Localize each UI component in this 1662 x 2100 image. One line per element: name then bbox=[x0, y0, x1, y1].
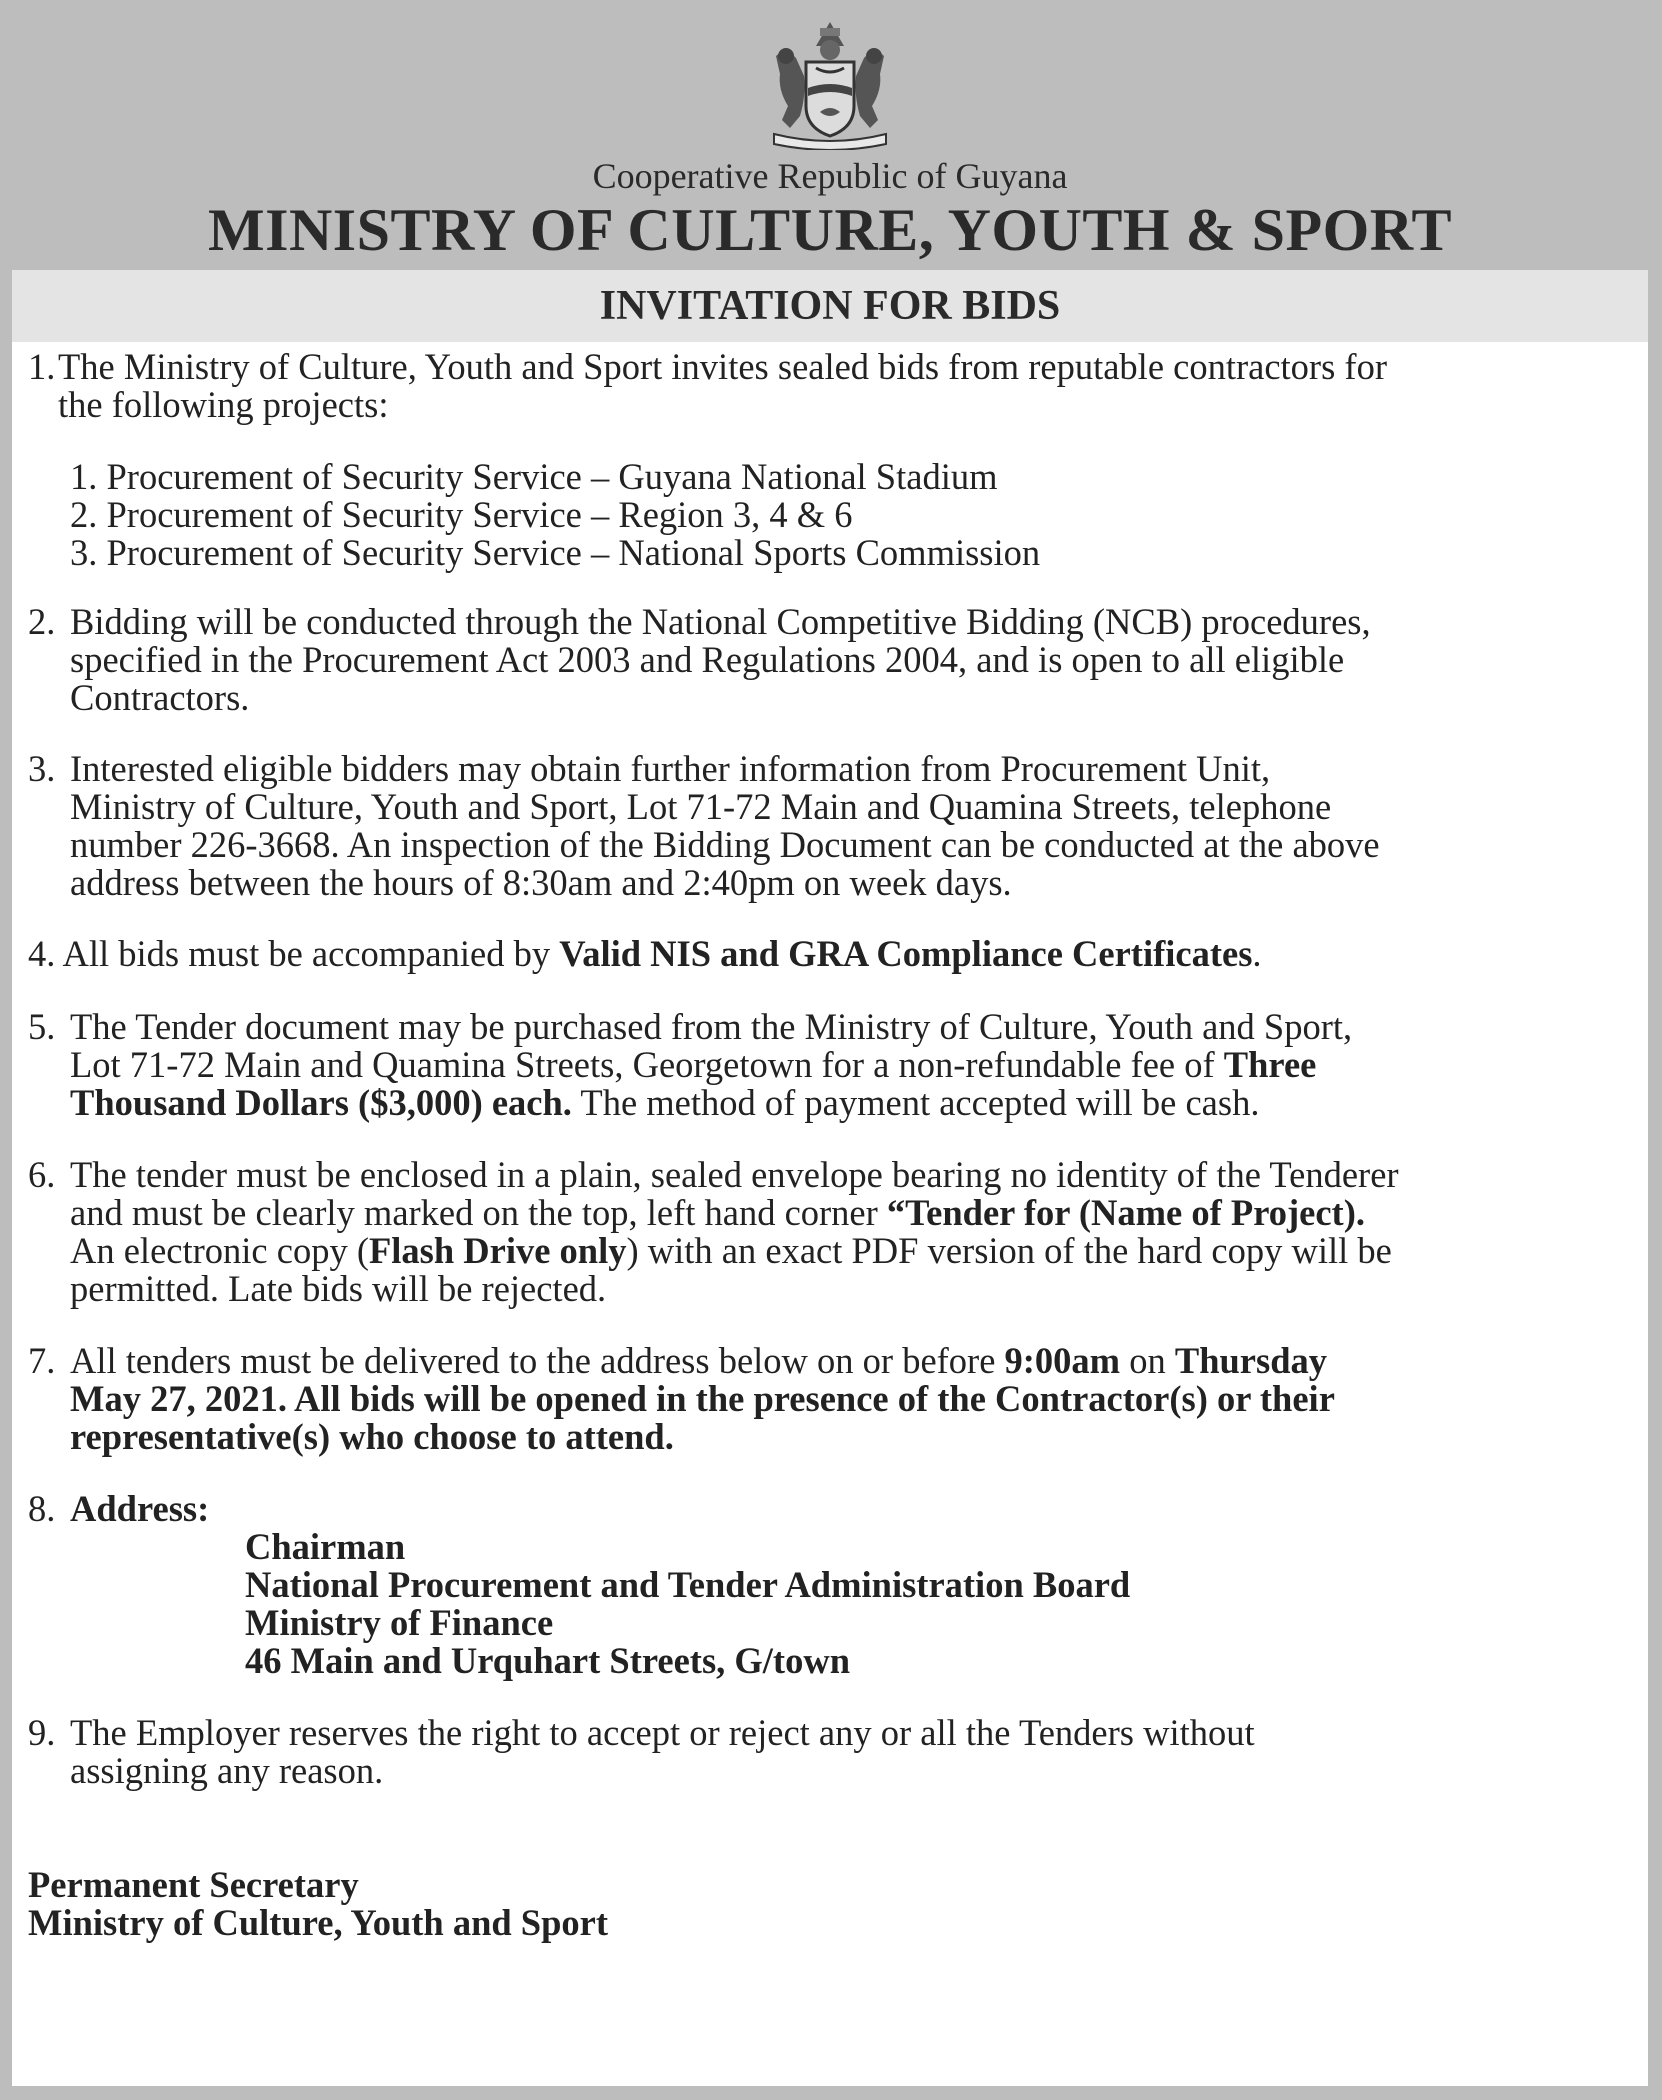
ministry-name: MINISTRY OF CULTURE, YOUTH & SPORT bbox=[207, 197, 1453, 263]
paragraph-text: The Employer reserves the right to accept or reject any or all the Tenders without bbox=[70, 1712, 1255, 1753]
project-item: 2. Procurement of Security Service – Region 3, 4 & 6 bbox=[70, 494, 853, 535]
compliance-certificates: Valid NIS and GRA Compliance Certificates bbox=[559, 933, 1253, 974]
paragraph-number: 3. bbox=[28, 748, 56, 789]
paragraph-text: . bbox=[1252, 933, 1262, 974]
paragraph-text: address between the hours of 8:30am and 2:40pm on week days. bbox=[70, 862, 1012, 903]
paragraph-text: Ministry of Culture, Youth and Sport, Lot 71-72 Main and Quamina Streets, telephone bbox=[70, 786, 1332, 827]
notice-frame bbox=[6, 6, 1654, 2092]
paragraph-text: The Tender document may be purchased from the Ministry of Culture, Youth and Sport, bbox=[70, 1006, 1353, 1047]
paragraph-number: 8. bbox=[28, 1488, 56, 1529]
fee-amount: Three bbox=[1223, 1044, 1317, 1085]
paragraph-text: ) with an exact PDF version of the hard copy will be bbox=[626, 1230, 1392, 1271]
paragraph-text: An electronic copy ( bbox=[70, 1230, 369, 1271]
address-line: Chairman bbox=[245, 1526, 406, 1567]
address-label: Address: bbox=[70, 1488, 210, 1529]
paragraph-text: Interested eligible bidders may obtain further information from Procurement Unit, bbox=[70, 748, 1271, 789]
paragraph-number: 5. bbox=[28, 1006, 56, 1047]
project-item: 3. Procurement of Security Service – National Sports Commission bbox=[70, 532, 1041, 573]
country-name: Cooperative Republic of Guyana bbox=[592, 156, 1068, 196]
tender-marking: “Tender for (Name of Project). bbox=[886, 1192, 1365, 1233]
paragraph-text: permitted. Late bids will be rejected. bbox=[70, 1268, 607, 1309]
paragraph-number: 9. bbox=[28, 1712, 56, 1753]
project-item: 1. Procurement of Security Service – Guyana National Stadium bbox=[70, 456, 998, 497]
paragraph-text: All bids must be accompanied by bbox=[62, 933, 560, 974]
paragraph-text: All tenders must be delivered to the address below on or before bbox=[70, 1340, 1005, 1381]
fee-amount: Thousand Dollars ($3,000) each. bbox=[70, 1082, 572, 1123]
paragraph-number: 7. bbox=[28, 1340, 56, 1381]
deadline-day: Thursday bbox=[1174, 1340, 1327, 1381]
notice-panel bbox=[12, 270, 1648, 2086]
paragraph-text: on bbox=[1120, 1340, 1175, 1381]
address-line: 46 Main and Urquhart Streets, G/town bbox=[245, 1640, 850, 1681]
header bbox=[6, 6, 1654, 262]
address-line: National Procurement and Tender Administration Board bbox=[245, 1564, 1131, 1605]
signatory-title: Permanent Secretary bbox=[28, 1864, 359, 1905]
signatory-office: Ministry of Culture, Youth and Sport bbox=[28, 1902, 609, 1943]
deadline-time: 9:00am bbox=[1004, 1340, 1121, 1381]
paragraph-text: Bidding will be conducted through the National Competitive Bidding (NCB) procedures, bbox=[70, 601, 1371, 642]
coat-of-arms-icon bbox=[766, 16, 894, 150]
paragraph-number: 2. bbox=[28, 601, 56, 642]
deadline-date: May 27, 2021. All bids will be opened in the presence of the Contractor(s) or their bbox=[70, 1378, 1335, 1419]
paragraph-number: 6. bbox=[28, 1154, 56, 1195]
paragraph-text: The Ministry of Culture, Youth and Sport invites sealed bids from reputable contractors for bbox=[58, 346, 1387, 387]
paragraph-text: assigning any reason. bbox=[70, 1750, 384, 1791]
paragraph-text: The tender must be enclosed in a plain, sealed envelope bearing no identity of the Tenderer bbox=[70, 1154, 1399, 1195]
notice-title: INVITATION FOR BIDS bbox=[12, 270, 1648, 342]
paragraph-text: number 226-3668. An inspection of the Bidding Document can be conducted at the above bbox=[70, 824, 1380, 865]
paragraph-text: representative(s) who choose to attend. bbox=[70, 1416, 674, 1457]
paragraph-text: the following projects: bbox=[58, 384, 389, 425]
paragraph-text: specified in the Procurement Act 2003 and Regulations 2004, and is open to all eligible bbox=[70, 639, 1345, 680]
flash-drive-note: Flash Drive only bbox=[368, 1230, 627, 1271]
paragraph-text: Lot 71-72 Main and Quamina Streets, Georgetown for a non-refundable fee of bbox=[70, 1044, 1224, 1085]
paragraph-text: Contractors. bbox=[70, 677, 250, 718]
paragraph-4 bbox=[28, 935, 1262, 974]
paragraph-text: and must be clearly marked on the top, left hand corner bbox=[70, 1192, 887, 1233]
paragraph-text: The method of payment accepted will be cash. bbox=[571, 1082, 1260, 1123]
address-line: Ministry of Finance bbox=[245, 1602, 554, 1643]
paragraph-number: 1. bbox=[28, 346, 56, 387]
paragraph-number: 4. bbox=[28, 933, 56, 974]
